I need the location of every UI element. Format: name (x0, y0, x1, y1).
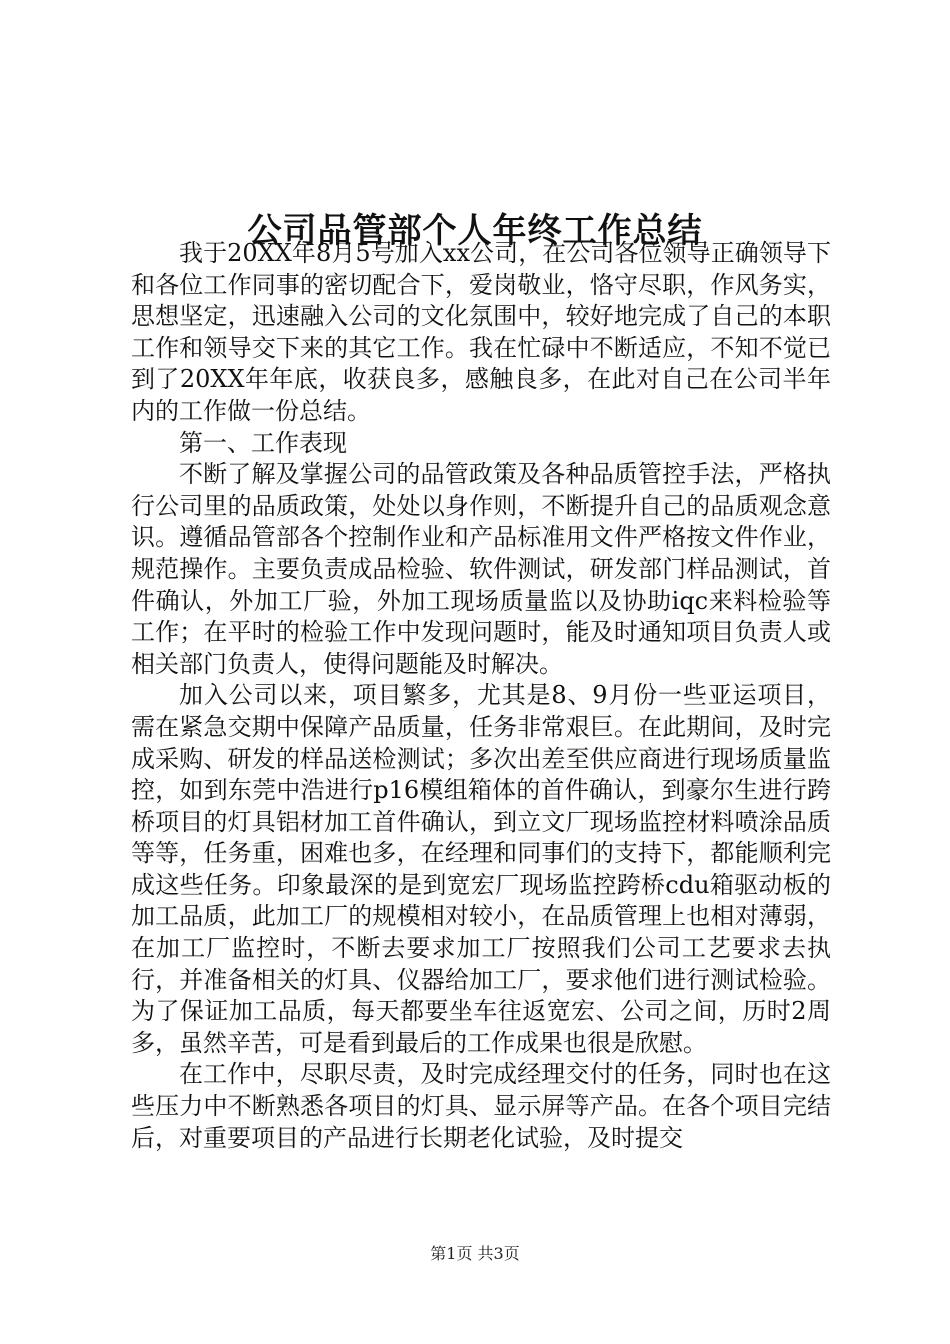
paragraph-work-responsibility: 在工作中，尽职尽责，及时完成经理交付的任务，同时也在这些压力中不断熟悉各项目的灯具、显示屏等产品。在各个项目完结后，对重要项目的产品进行长期老化试验，及时提交 (131, 1060, 831, 1152)
paragraph-project-experience: 加入公司以来，项目繁多，尤其是8、9月份一些亚运项目，需在紧急交期中保障产品质量，任务非常艰巨。在此期间，及时完成采购、研发的样品送检测试；多次出差至供应商进行现场质量监控，如到东莞中浩进行p16模组箱体的首件确认，到豪尔生进行跨桥项目的灯具铝材加工首件确认，到立文厂现场监控材料喷涂品质等等，任务重，困难也多，在经理和同事们的支持下，都能顺利完成这些任务。印象最深的是到宽宏厂现场监控跨桥cdu箱驱动板的加工品质，此加工厂的规模相对较小，在品质管理上也相对薄弱，在加工厂监控时，不断去要求加工厂按照我们公司工艺要求去执行，并准备相关的灯具、仪器给加工厂，要求他们进行测试检验。为了保证加工品质，每天都要坐车往返宽宏、公司之间，历时2周多，虽然辛苦，可是看到最后的工作成果也很是欣慰。 (131, 681, 831, 1057)
page-number-footer: 第1页 共3页 (430, 1244, 520, 1263)
document-title: 公司品管部个人年终工作总结 (247, 210, 703, 251)
section-heading-work-performance: 第一、工作表现 (179, 428, 347, 457)
document-body (131, 238, 831, 1154)
paragraph-intro: 我于20XX年8月5号加入xx公司，在公司各位领导正确领导下和各位工作同事的密切配合下，爱岗敬业，恪守尽职，作风务实，思想坚定，迅速融入公司的文化氛围中，较好地完成了自己的本职工作和领导交下来的其它工作。我在忙碌中不断适应，不知不觉已到了20XX年年底，收获良多，感触良多，在此对自己在公司半年内的工作做一份总结。 (131, 239, 831, 425)
paragraph-quality-duties: 不断了解及掌握公司的品管政策及各种品质管控手法，严格执行公司里的品质政策，处处以身作则，不断提升自己的品质观念意识。遵循品管部各个控制作业和产品标准用文件严格按文件作业，规范操作。主要负责成品检验、软件测试，研发部门样品测试，首件确认，外加工厂验，外加工现场质量监以及协助iqc来料检验等工作；在平时的检验工作中发现问题时，能及时通知项目负责人或相关部门负责人，使得问题能及时解决。 (131, 460, 831, 678)
